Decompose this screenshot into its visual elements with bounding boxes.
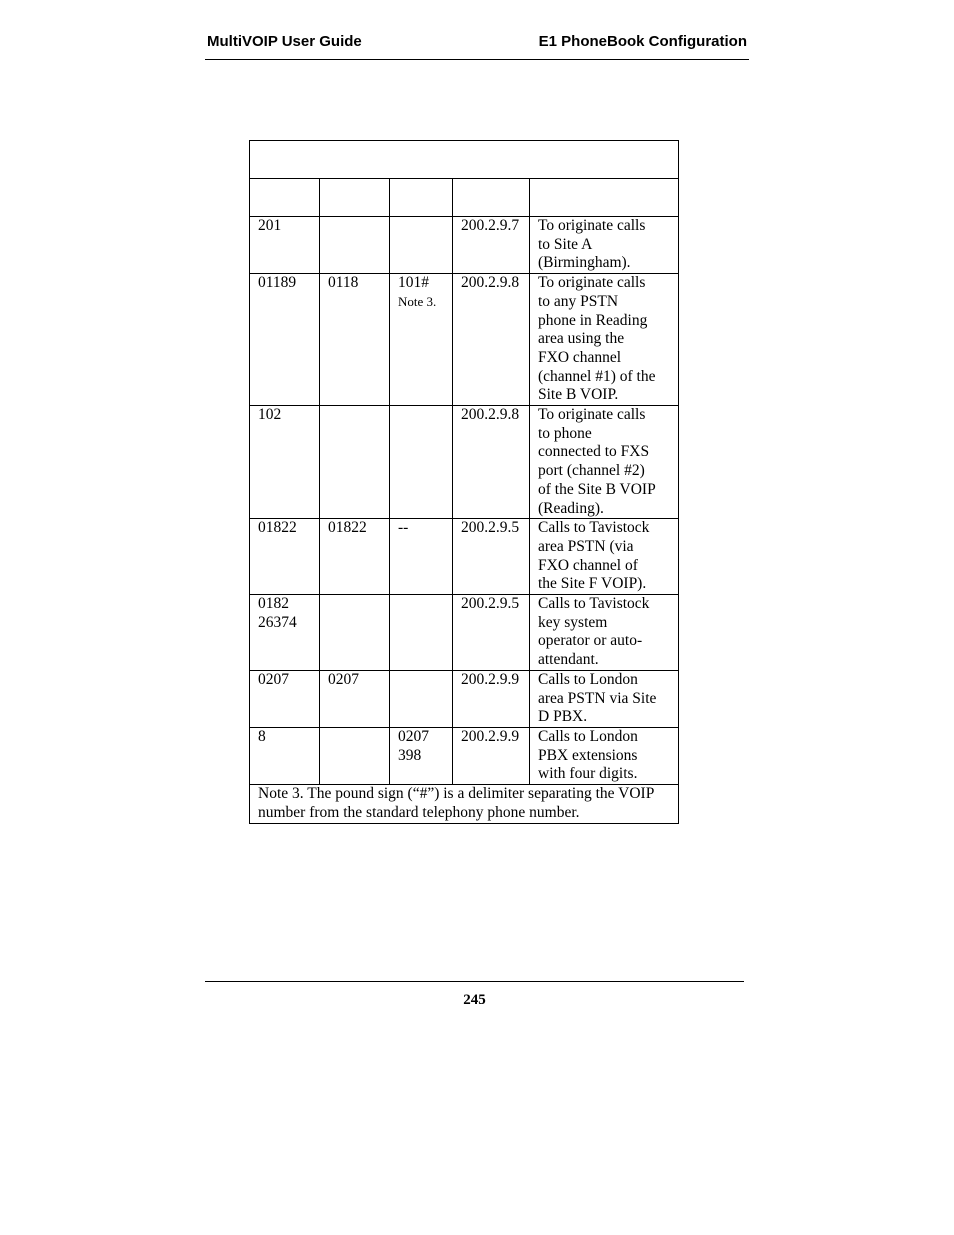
remove-prefix: 01822 <box>320 519 390 595</box>
column-header <box>320 179 390 217</box>
remove-prefix: 0118 <box>320 274 390 406</box>
ip-address: 200.2.9.5 <box>453 595 530 671</box>
destination-pattern: 01822 <box>250 519 320 595</box>
remove-prefix <box>320 595 390 671</box>
ip-address: 200.2.9.8 <box>453 274 530 406</box>
table-title <box>250 141 679 179</box>
table-row <box>250 670 679 727</box>
description: Calls to Tavistock area PSTN (via FXO channel of the Site F VOIP). <box>530 519 679 595</box>
column-header <box>530 179 679 217</box>
header-guide-title: MultiVOIP User Guide <box>207 33 362 50</box>
table-header-row <box>250 179 679 217</box>
page-number: 245 <box>463 992 486 1008</box>
add-prefix: 101# Note 3. <box>390 274 453 406</box>
add-prefix <box>390 217 453 274</box>
table-footnote-row <box>250 785 679 823</box>
ip-address: 200.2.9.9 <box>453 670 530 727</box>
description: Calls to London area PSTN via Site D PBX. <box>530 670 679 727</box>
footer-rule <box>205 981 744 982</box>
phonebook-table <box>249 140 679 824</box>
column-header <box>453 179 530 217</box>
add-prefix: 0207 398 <box>390 727 453 784</box>
ip-address: 200.2.9.5 <box>453 519 530 595</box>
add-prefix <box>390 595 453 671</box>
table-footnote: Note 3. The pound sign (“#”) is a delimiter separating the VOIP number from the standard telephony phone number. <box>250 785 679 823</box>
table-row <box>250 274 679 406</box>
ip-address: 200.2.9.9 <box>453 727 530 784</box>
destination-pattern: 8 <box>250 727 320 784</box>
note-reference: Note 3. <box>398 293 437 309</box>
destination-pattern: 201 <box>250 217 320 274</box>
table-row <box>250 727 679 784</box>
destination-pattern: 01189 <box>250 274 320 406</box>
table-row <box>250 406 679 519</box>
table-row <box>250 519 679 595</box>
table-title-row <box>250 141 679 179</box>
remove-prefix <box>320 406 390 519</box>
column-header <box>250 179 320 217</box>
remove-prefix <box>320 727 390 784</box>
add-prefix: -- <box>390 519 453 595</box>
add-prefix <box>390 670 453 727</box>
ip-address: 200.2.9.8 <box>453 406 530 519</box>
description: Calls to London PBX extensions with four digits. <box>530 727 679 784</box>
add-prefix <box>390 406 453 519</box>
header-rule <box>205 59 749 60</box>
column-header <box>390 179 453 217</box>
ip-address: 200.2.9.7 <box>453 217 530 274</box>
description: Calls to Tavistock key system operator or auto- attendant. <box>530 595 679 671</box>
description: To originate calls to Site A (Birmingham). <box>530 217 679 274</box>
description: To originate calls to any PSTN phone in Reading area using the FXO channel (channel #1) of the Site B VOIP. <box>530 274 679 406</box>
remove-prefix <box>320 217 390 274</box>
table-row <box>250 595 679 671</box>
destination-pattern: 0182 26374 <box>250 595 320 671</box>
header-section-title: E1 PhoneBook Configuration <box>538 33 747 50</box>
destination-pattern: 102 <box>250 406 320 519</box>
remove-prefix: 0207 <box>320 670 390 727</box>
description: To originate calls to phone connected to FXS port (channel #2) of the Site B VOIP (Reading). <box>530 406 679 519</box>
table-row <box>250 217 679 274</box>
destination-pattern: 0207 <box>250 670 320 727</box>
